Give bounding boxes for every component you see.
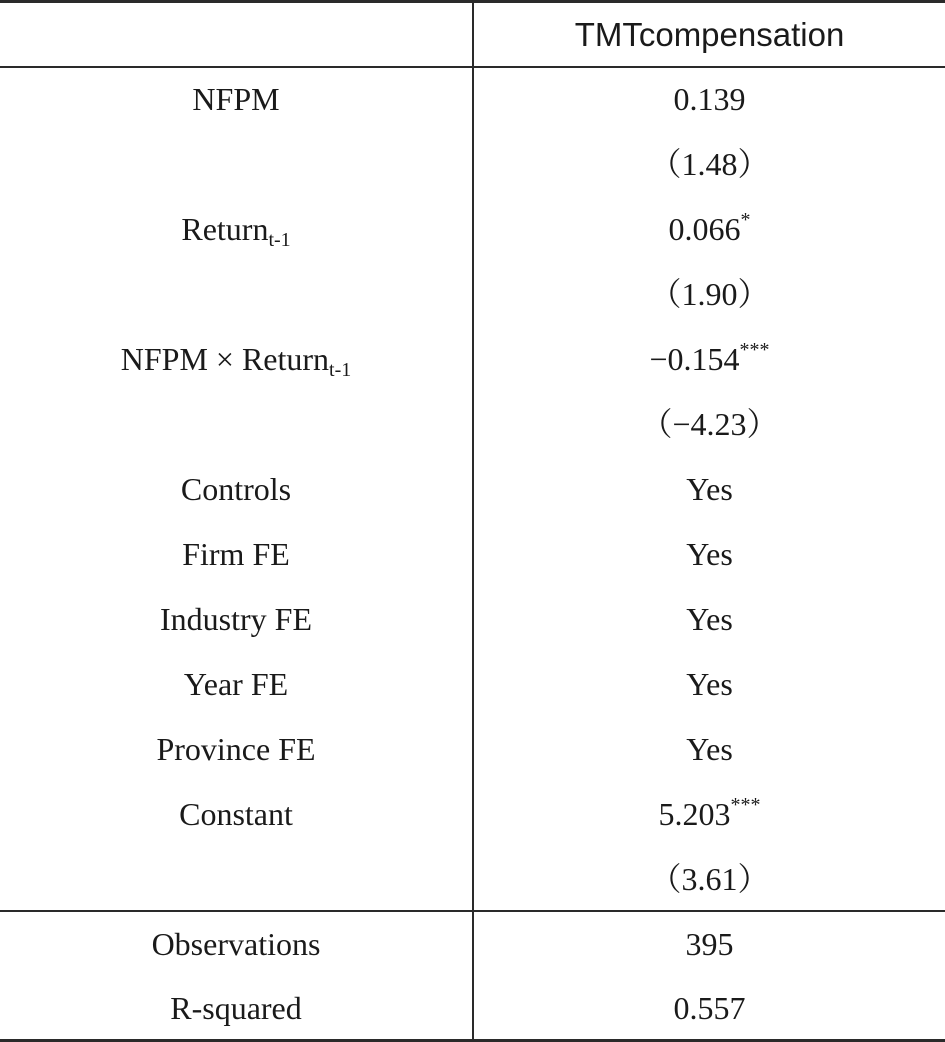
table-row [0,912,945,977]
table-row [0,457,945,522]
table-row [0,652,945,717]
row-value: −0.154*** [649,339,770,377]
row-value: 395 [685,926,734,962]
row-label [0,847,472,912]
row-value: Yes [686,536,733,572]
row-label: Industry FE [160,601,312,637]
table-row [0,327,945,392]
table-row [0,197,945,262]
header-column-title: TMTcompensation [574,16,845,53]
row-label [0,262,472,327]
row-value: Yes [686,666,733,702]
table-row [0,587,945,652]
row-value: Yes [686,731,733,767]
table-row [0,262,945,327]
row-value: Yes [686,471,733,507]
row-value: 0.066* [668,209,751,247]
row-value: （1.48） [649,146,770,182]
row-label: NFPM × Return$_{t-1}$ [120,341,352,381]
header-label-cell [0,3,472,66]
row-label: Controls [180,471,292,507]
row-label: Constant [179,796,293,832]
row-label: Firm FE [182,536,290,572]
table-row [0,67,945,132]
row-label: NFPM [192,81,280,117]
table-row [0,717,945,782]
row-value: 5.203*** [658,794,761,832]
row-label: Year FE [183,666,289,702]
row-value: （3.61） [649,861,770,897]
row-value: 0.557 [673,990,746,1026]
table-row [0,522,945,587]
table-row [0,847,945,912]
row-value: Yes [686,601,733,637]
row-label [0,132,472,197]
row-label: Observations [151,926,321,962]
row-value: （−4.23） [640,406,779,442]
table-row [0,782,945,847]
row-value: （1.90） [649,276,770,312]
row-label: R-squared [170,990,302,1026]
table-row [0,392,945,457]
row-label: Return$_{t-1}$ [181,211,291,251]
table-row [0,132,945,197]
row-value: 0.139 [673,81,746,117]
row-label [0,392,472,457]
table-row [0,976,945,1041]
row-label: Province FE [156,731,316,767]
